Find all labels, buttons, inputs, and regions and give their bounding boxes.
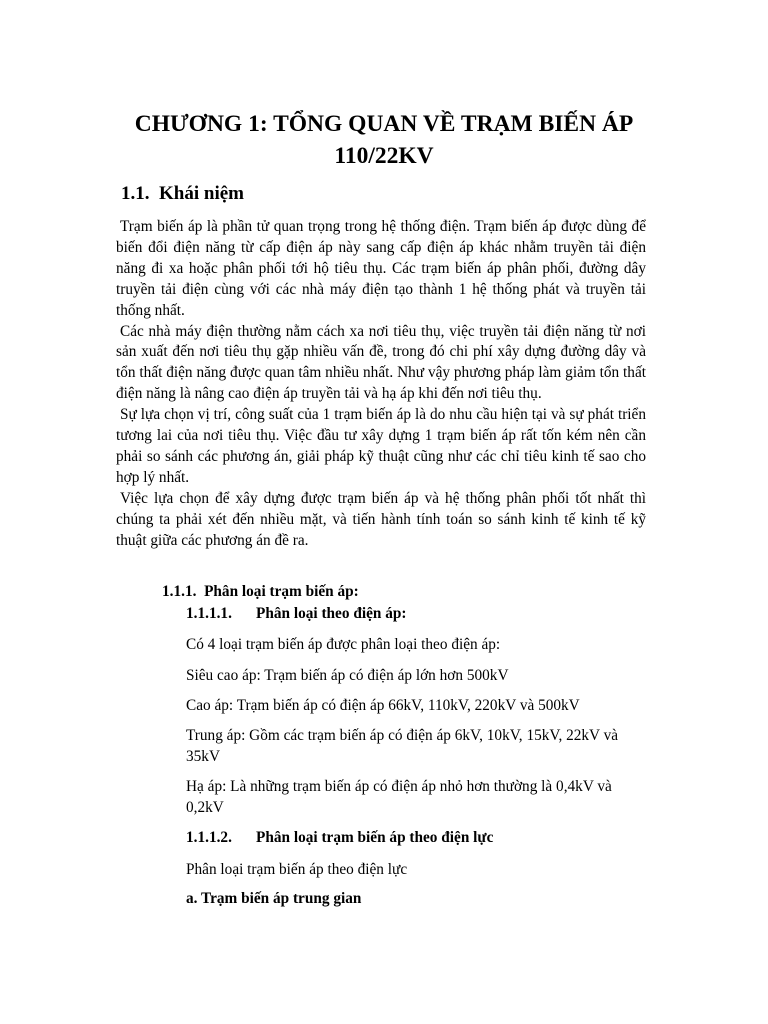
section-number: 1.1.1.2. bbox=[186, 829, 232, 846]
paragraph: Các nhà máy điện thường nằm cách xa nơi tiêu thụ, việc truyền tải điện năng từ nơi sản xuất đến nơi tiêu thụ gặp nhiều vấn đề, trong đó chi phí xây dựng đường dây và tổn thất điện năng được quan tâm nhiều nhất. Như vậy phương pháp làm giảm tổn thất điện năng là nâng cao điện áp truyền tải và hạ áp khi đến nơi tiêu thụ. bbox=[116, 322, 646, 403]
section-title: Phân loại trạm biến áp: bbox=[204, 583, 359, 600]
section-number: 1.1. bbox=[121, 183, 150, 204]
section-heading-1-1-1-2 bbox=[186, 828, 493, 848]
list-item: Trung áp: Gồm các trạm biến áp có điện áp 6kV, 10kV, 15kV, 22kV và 35kV bbox=[186, 727, 619, 765]
paragraph: Trạm biến áp là phần tử quan trọng trong hệ thống điện. Trạm biến áp được dùng để biến đổi điện năng từ cấp điện áp này sang cấp điện áp khác nhằm truyền tải điện năng đi xa hoặc phân phối tới hộ tiêu thụ. Các trạm biến áp phân phối, đường dây truyền tải điện cùng với các nhà máy điện tạo thành 1 hệ thống phát và truyền tải thống nhất. bbox=[116, 218, 646, 319]
section-heading-1-1 bbox=[121, 182, 244, 206]
subheading: a. Trạm biến áp trung gian bbox=[186, 890, 362, 907]
section-number: 1.1.1.1. bbox=[186, 605, 232, 622]
list-item: Cao áp: Trạm biến áp có điện áp 66kV, 110kV, 220kV và 500kV bbox=[186, 697, 580, 714]
section-number: 1.1.1. bbox=[162, 583, 197, 600]
paragraph: Việc lựa chọn để xây dựng được trạm biến áp và hệ thống phân phối tốt nhất thì chúng ta phải xét đến nhiều mặt, và tiến hành tính toán so sánh kinh tế kinh tế kỹ thuật giữa các phương án đề ra. bbox=[116, 489, 646, 549]
body-text bbox=[116, 217, 646, 552]
section-title: Khái niệm bbox=[159, 183, 244, 204]
list-item: Siêu cao áp: Trạm biến áp có điện áp lớn hơn 500kV bbox=[186, 667, 509, 684]
section-heading-1-1-1 bbox=[162, 582, 359, 602]
section-heading-1-1-1-1 bbox=[186, 604, 406, 624]
chapter-title: CHƯƠNG 1: TỔNG QUAN VỀ TRẠM BIẾN ÁP 110/22KV bbox=[134, 111, 634, 169]
list-item: Phân loại trạm biến áp theo điện lực bbox=[186, 861, 408, 878]
list-item: Hạ áp: Là những trạm biến áp có điện áp nhỏ hơn thường là 0,4kV và 0,2kV bbox=[186, 778, 612, 816]
list-item: Có 4 loại trạm biến áp được phân loại theo điện áp: bbox=[186, 636, 501, 653]
section-title: Phân loại trạm biến áp theo điện lực bbox=[256, 829, 494, 846]
section-title: Phân loại theo điện áp: bbox=[256, 605, 407, 622]
paragraph: Sự lựa chọn vị trí, công suất của 1 trạm biến áp là do nhu cầu hiện tại và sự phát triển tương lai của nơi tiêu thụ. Việc đầu tư xây dựng 1 trạm biến áp rất tốn kém nên cần phải so sánh các phương án, giải pháp kỹ thuật cũng như các chỉ tiêu kinh tế sao cho hợp lý nhất. bbox=[116, 406, 646, 486]
